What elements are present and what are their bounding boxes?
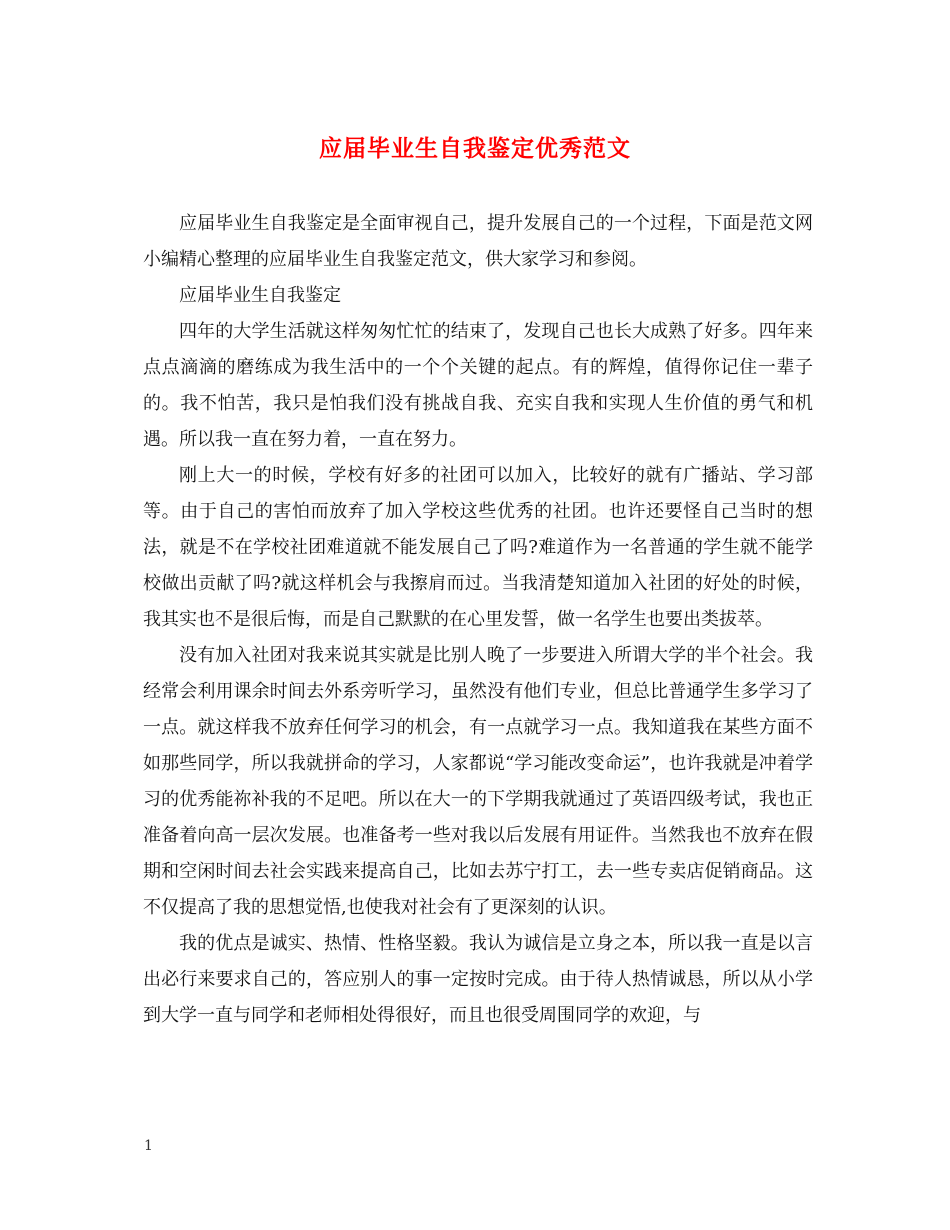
paragraph-1: 四年的大学生活就这样匆匆忙忙的结束了，发现自己也长大成熟了好多。四年来点点滴滴的磨练成为我生活中的一个个关键的起点。有的辉煌，值得你记住一辈子的。我不怕苦，我只是怕我们没有挑战自我、充实自我和实现人生价值的勇气和机遇。所以我一直在努力着，一直在努力。 [143,321,813,450]
paragraph-3: 没有加入社团对我来说其实就是比别人晚了一步要进入所谓大学的半个社会。我经常会利用课余时间去外系旁听学习，虽然没有他们专业，但总比普通学生多学习了一点。就这样我不放弃任何学习的机会，有一点就学习一点。我知道我在某些方面不如那些同学，所以我就拼命的学习，人家都说“学习能改变命运”，也许我就是冲着学习的优秀能祢补我的不足吧。所以在大一的下学期我就通过了英语四级考试，我也正准备着向高一层次发展。也准备考一些对我以后发展有用证件。当然我也不放弃在假期和空闲时间去社会实践来提高自己，比如去苏宁打工，去一些专卖店促销商品。这不仅提高了我的思想觉悟,也使我对社会有了更深刻的认识。 [143,645,813,918]
page-number: 1 [144,1138,153,1154]
paragraph-4: 我的优点是诚实、热情、性格坚毅。我认为诚信是立身之本，所以我一直是以言出必行来要求自己的，答应别人的事一定按时完成。由于待人热情诚恳，所以从小学到大学一直与同学和老师相处得很好，而且也很受周围同学的欢迎，与 [143,933,813,1026]
document-title: 应届毕业生自我鉴定优秀范文 [319,135,631,162]
paragraph-subheading: 应届毕业生自我鉴定 [179,285,341,306]
document-body [143,206,813,1034]
paragraph-intro: 应届毕业生自我鉴定是全面审视自己，提升发展自己的一个过程，下面是范文网小编精心整理的应届毕业生自我鉴定范文，供大家学习和参阅。 [143,213,813,270]
paragraph-2: 刚上大一的时候，学校有好多的社团可以加入，比较好的就有广播站、学习部等。由于自己的害怕而放弃了加入学校这些优秀的社团。也许还要怪自己当时的想法，就是不在学校社团难道就不能发展自己了吗?难道作为一名普通的学生就不能学校做出贡献了吗?就这样机会与我擦肩而过。当我清楚知道加入社团的好处的时候，我其实也不是很后悔，而是自己默默的在心里发誓，做一名学生也要出类拔萃。 [143,465,813,630]
